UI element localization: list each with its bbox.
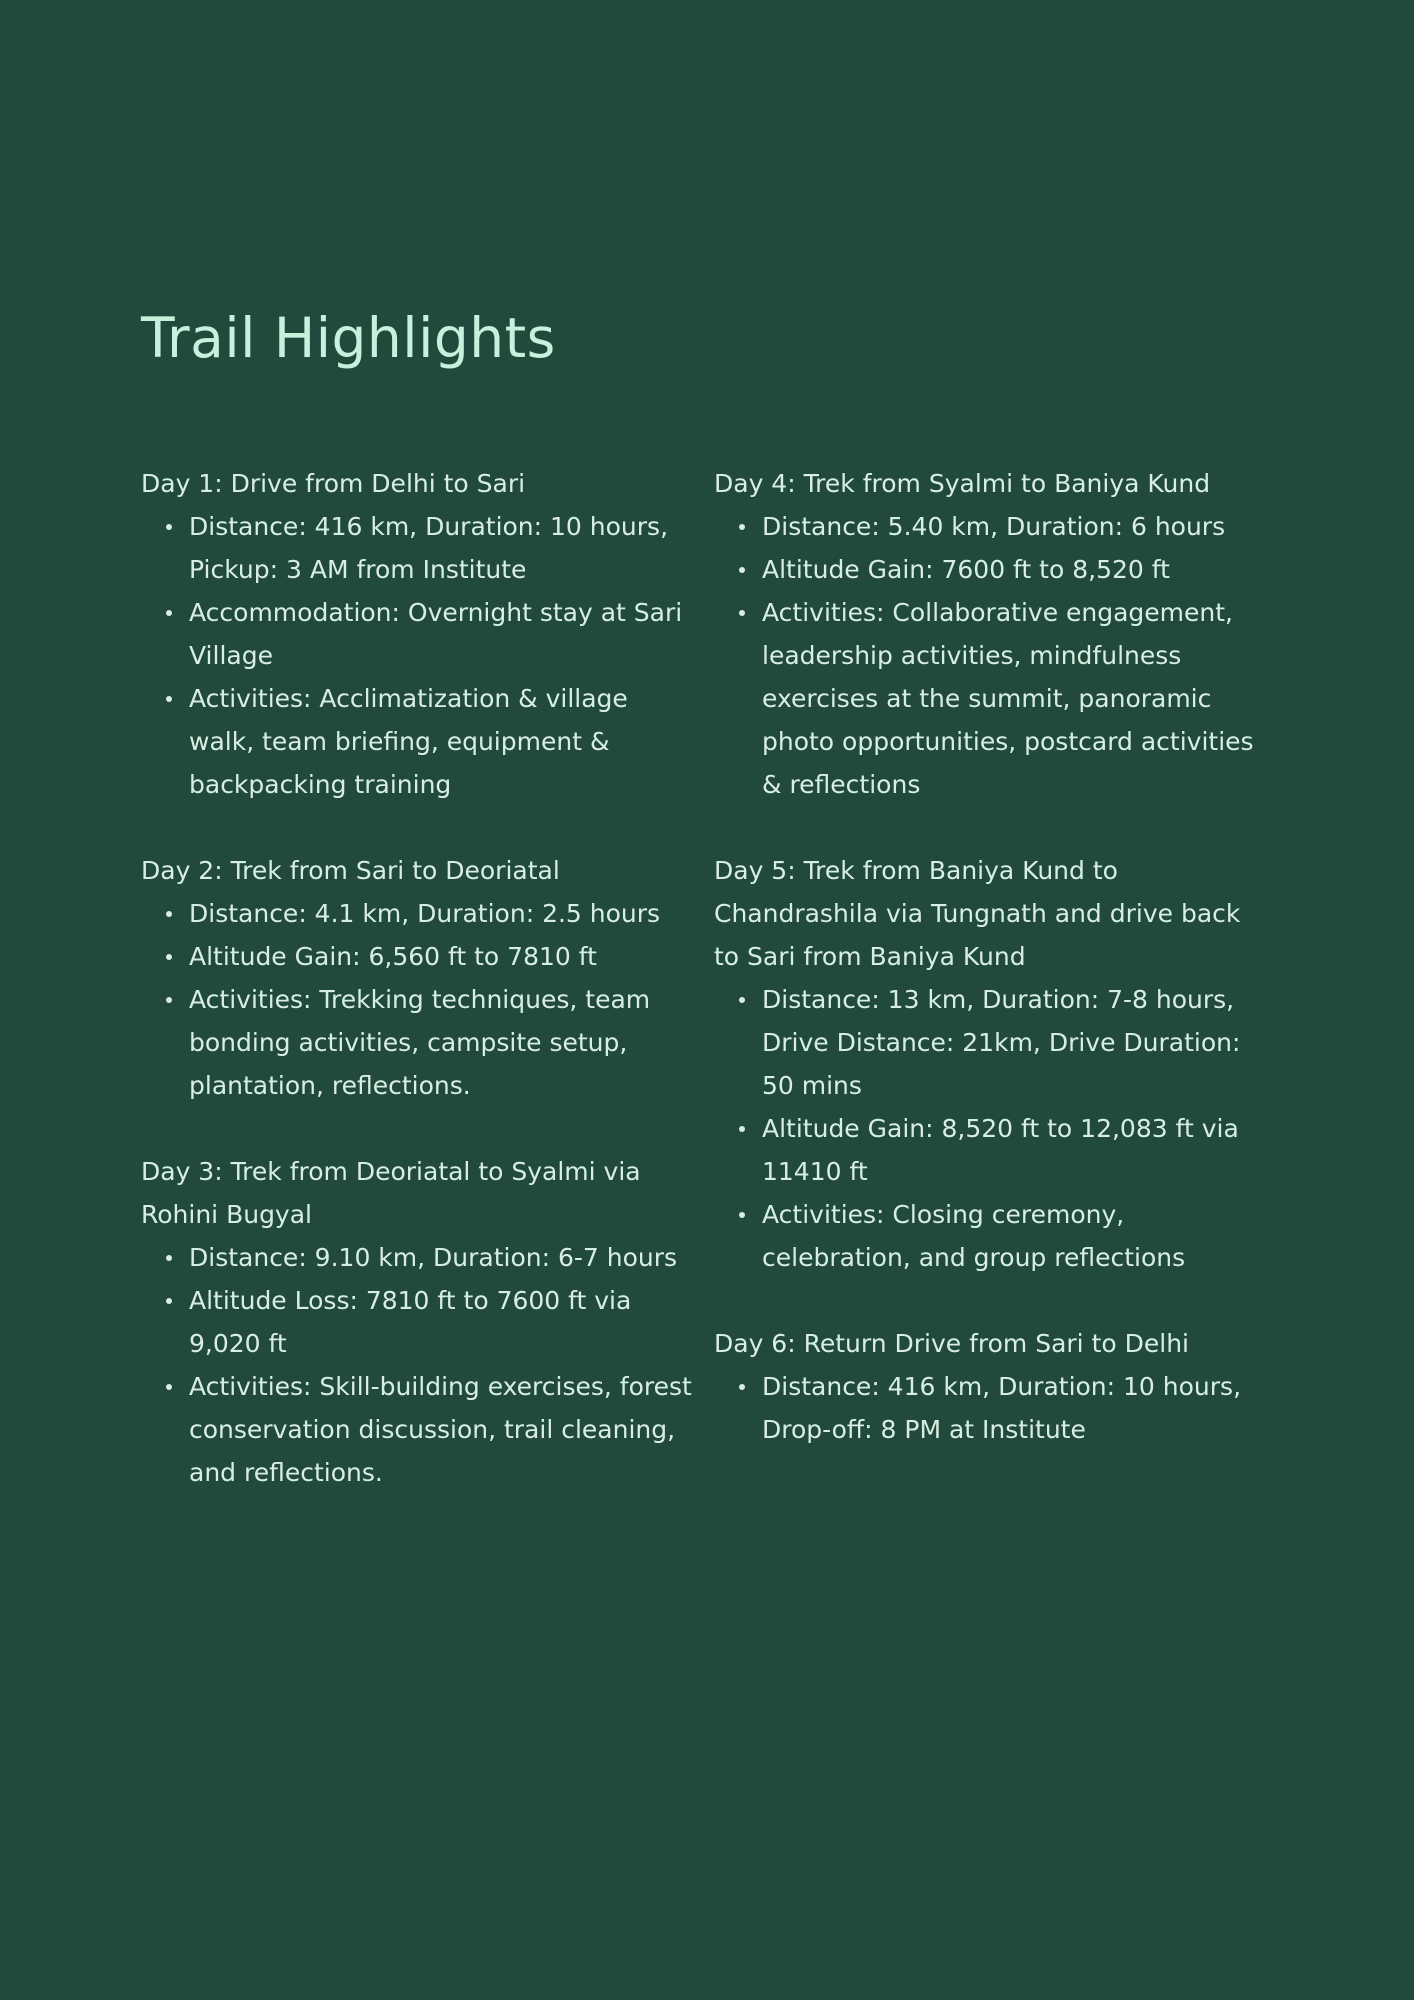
bullet-item: Accommodation: Overnight stay at Sari Village [141, 591, 696, 677]
bullet-item: Distance: 5.40 km, Duration: 6 hours [714, 505, 1269, 548]
bullet-item: Distance: 9.10 km, Duration: 6-7 hours [141, 1236, 696, 1279]
bullet-item: Altitude Gain: 8,520 ft to 12,083 ft via 11410 ft [714, 1107, 1269, 1193]
bullet-item: Activities: Acclimatization & village walk, team briefing, equipment & backpacking training [141, 677, 696, 806]
bullet-item: Activities: Skill-building exercises, forest conservation discussion, trail cleaning, and reflections. [141, 1365, 696, 1494]
day-title: Day 2: Trek from Sari to Deoriatal [141, 856, 560, 885]
bullet-item: Distance: 13 km, Duration: 7-8 hours, Drive Distance: 21km, Drive Duration: 50 mins [714, 978, 1269, 1107]
day-bullets [141, 505, 696, 806]
bullet-item: Altitude Gain: 7600 ft to 8,520 ft [714, 548, 1269, 591]
day-title: Day 1: Drive from Delhi to Sari [141, 469, 526, 498]
right-column [714, 462, 1269, 1494]
bullet-item: Distance: 4.1 km, Duration: 2.5 hours [141, 892, 696, 935]
day-section [141, 1150, 696, 1494]
bullet-item: Altitude Loss: 7810 ft to 7600 ft via 9,020 ft [141, 1279, 696, 1365]
bullet-item: Activities: Closing ceremony, celebration, and group reflections [714, 1193, 1269, 1279]
left-column [141, 462, 696, 1537]
day-title: Day 4: Trek from Syalmi to Baniya Kund [714, 469, 1211, 498]
bullet-item: Activities: Trekking techniques, team bonding activities, campsite setup, plantation, reflections. [141, 978, 696, 1107]
day-bullets [141, 892, 696, 1107]
day-title: Day 5: Trek from Baniya Kund to Chandrashila via Tungnath and drive back to Sari from Baniya Kund [714, 856, 1241, 971]
bullet-item: Distance: 416 km, Duration: 10 hours, Pickup: 3 AM from Institute [141, 505, 696, 591]
page-title: Trail Highlights [141, 306, 556, 370]
bullet-item: Activities: Collaborative engagement, leadership activities, mindfulness exercises at the summit, panoramic photo opportunities, postcard activities & reflections [714, 591, 1269, 806]
day-title: Day 6: Return Drive from Sari to Delhi [714, 1329, 1189, 1358]
day-bullets [141, 1236, 696, 1494]
day-bullets [714, 978, 1269, 1279]
day-section [141, 462, 696, 806]
bullet-item: Distance: 416 km, Duration: 10 hours, Drop-off: 8 PM at Institute [714, 1365, 1269, 1451]
day-title: Day 3: Trek from Deoriatal to Syalmi via Rohini Bugyal [141, 1157, 641, 1229]
day-bullets [714, 1365, 1269, 1451]
day-section [714, 1322, 1269, 1451]
day-section [714, 849, 1269, 1279]
day-bullets [714, 505, 1269, 806]
bullet-item: Altitude Gain: 6,560 ft to 7810 ft [141, 935, 696, 978]
day-section [714, 462, 1269, 806]
day-section [141, 849, 696, 1107]
